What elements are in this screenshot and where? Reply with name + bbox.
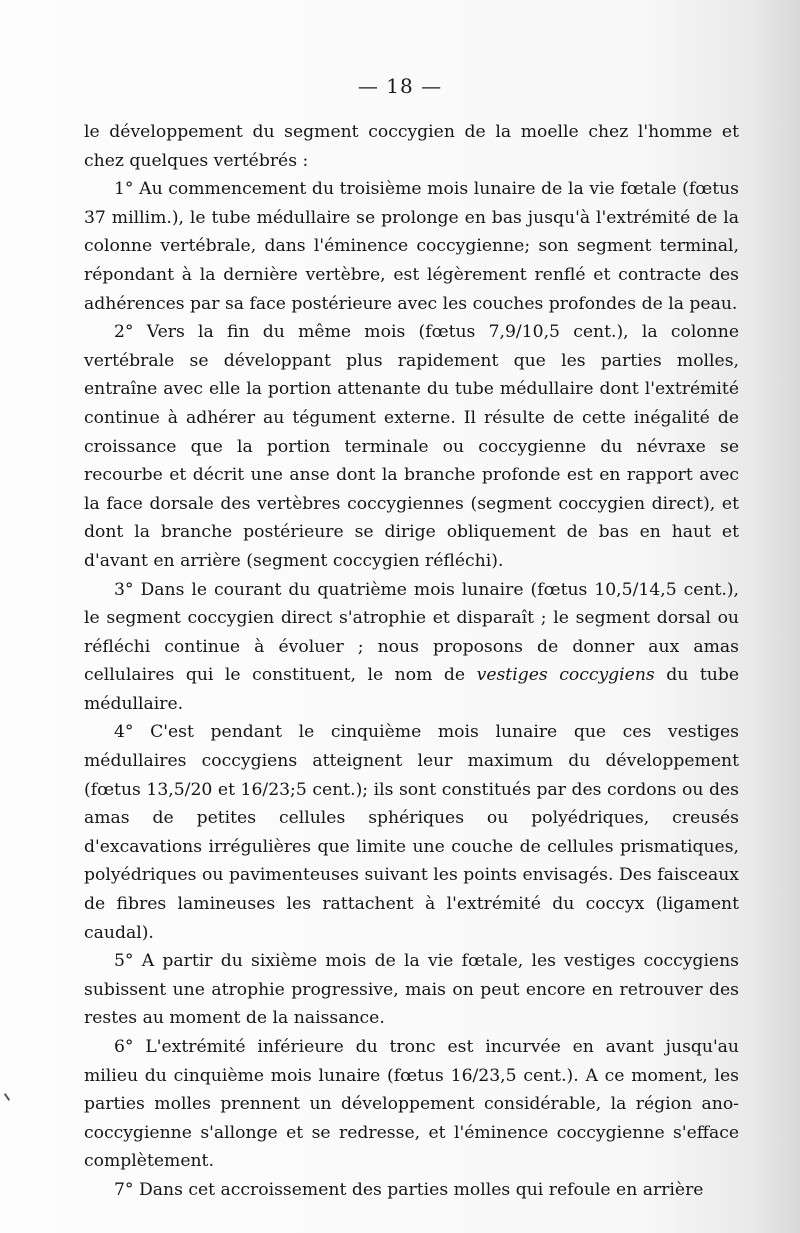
page-number: — 18 — bbox=[357, 74, 443, 98]
paragraph-3-text-before: 3° Dans le courant du quatrième mois lunaire (fœtus 10,5/14,5 cent.), le segment coccygien direct s'atrophie et disparaît ; le segment dorsal ou réfléchi continue à évoluer ; nous proposons de donner aux amas cellulaires qui le constituent, le nom de bbox=[84, 579, 739, 686]
paragraph-5: 5° A partir du sixième mois de la vie fœtale, les vestiges coccygiens subissent une atrophie progressive, mais on peut encore en retrouver des restes au moment de la naissance. bbox=[84, 951, 739, 1029]
body-text bbox=[84, 118, 739, 1205]
paragraph-6: 6° L'extrémité inférieure du tronc est incurvée en avant jusqu'au milieu du cinquième mois lunaire (fœtus 16/23,5 cent.). A ce moment, les parties molles prennent un développement considérable, la région ano-coccygienne s'allonge et se redresse, et l'éminence coccygienne s'efface complètement. bbox=[84, 1037, 739, 1172]
paragraph-intro: le développement du segment coccygien de la moelle chez l'homme et chez quelques vertébrés : bbox=[84, 122, 739, 171]
paragraph-4: 4° C'est pendant le cinquième mois lunaire que ces vestiges médullaires coccygiens atteignent leur maximum du développement (fœtus 13,5/20 et 16/23;5 cent.); ils sont constitués par des cordons ou des amas de petites cellules sphériques ou polyédriques, creusés d'excavations irrégulières que limite une couche de cellules prismatiques, polyédriques ou pavimenteuses suivant les points envisagés. Des faisceaux de fibres lamineuses les rattachent à l'extrémité du coccyx (ligament caudal). bbox=[84, 722, 739, 943]
paragraph-3-text-after: du tube médullaire. bbox=[84, 665, 739, 714]
paragraph-7: 7° Dans cet accroissement des parties molles qui refoule en arrière bbox=[114, 1179, 704, 1200]
paragraph-3 bbox=[84, 576, 739, 719]
emphasis-vestiges-coccygiens: vestiges coccygiens bbox=[476, 665, 655, 686]
paragraph-1: 1° Au commencement du troisième mois lunaire de la vie fœtale (fœtus 37 millim.), le tube médullaire se prolonge en bas jusqu'à l'extrémité de la colonne vertébrale, dans l'éminence coccygienne; son segment terminal, répondant à la dernière vertèbre, est légèrement renflé et contracte des adhérences par sa face postérieure avec les couches profondes de la peau. bbox=[84, 179, 739, 314]
paragraph-2: 2° Vers la fin du même mois (fœtus 7,9/10,5 cent.), la colonne vertébrale se développant plus rapidement que les parties molles, entraîne avec elle la portion attenante du tube médullaire dont l'extrémité continue à adhérer au tégument externe. Il résulte de cette inégalité de croissance que la portion terminale ou coccygienne du névraxe se recourbe et décrit une anse dont la branche profonde est en rapport avec la face dorsale des vertèbres coccygiennes (segment coccygien direct), et dont la branche postérieure se dirige obliquement de bas en haut et d'avant en arrière (segment coccygien réfléchi). bbox=[84, 322, 739, 571]
scan-speck bbox=[4, 1093, 10, 1101]
